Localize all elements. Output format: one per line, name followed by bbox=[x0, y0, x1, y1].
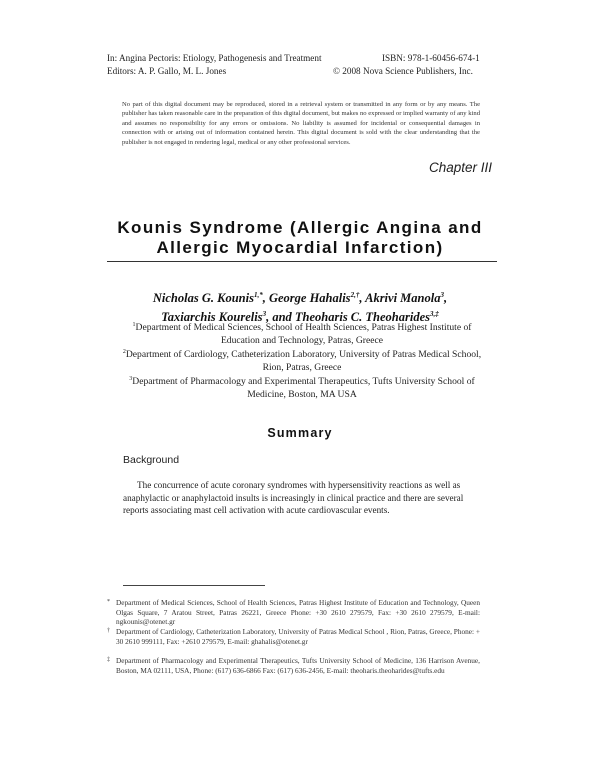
affiliation-3 bbox=[112, 373, 492, 402]
author-name: Taxiarchis Kourelis bbox=[161, 310, 263, 325]
chapter-label: Chapter III bbox=[428, 160, 492, 175]
author-separator: , bbox=[262, 291, 269, 306]
affiliation-1 bbox=[112, 319, 492, 348]
author-name: Nicholas G. Kounis bbox=[152, 291, 254, 306]
author-name: Akrivi Manola bbox=[365, 291, 441, 306]
author-separator: , bbox=[443, 291, 448, 306]
author-affiliation-marker: 3,‡ bbox=[429, 310, 439, 319]
background-paragraph: The concurrence of acute coronary syndromes with hypersensitivity reactions as well as anaphylactic or anaphylactoid insults is increasingly in clinical practice and there are several reports associating mast cell activation with acute cardiovascular events. bbox=[123, 480, 464, 516]
footnote-text: Department of Medical Sciences, School of Health Sciences, Patras Highest Institute of Education and Technology, Queen Olgas Square, 7 Aratou Street, Patras 26221, Greece Phone: +30 2610 279579, Fax: +30 2610 279579, E-mail: ngkounis@otenet.gr bbox=[116, 598, 480, 627]
footnote-mark: * bbox=[107, 599, 110, 605]
author-affiliation-marker: 2,† bbox=[350, 291, 360, 299]
affiliation-2 bbox=[112, 346, 492, 375]
author-separator: , bbox=[359, 291, 366, 306]
author-separator: , and bbox=[266, 310, 295, 325]
header-book-title: In: Angina Pectoris: Etiology, Pathogenesis and Treatment bbox=[107, 53, 322, 63]
footnote-mark: † bbox=[107, 628, 110, 634]
header-copyright: © 2008 Nova Science Publishers, Inc. bbox=[333, 66, 473, 76]
affiliation-number: 1 bbox=[132, 322, 136, 328]
footnote-text: Department of Cardiology, Catheterization Laboratory, University of Patras Medical School , Rion, Patras, Greece, Phone: + 30 2610 999111, Fax: +2610 279579, E-mail: ghahalis@otenet.gr bbox=[116, 627, 480, 646]
chapter-title-line1: Kounis Syndrome (Allergic Angina and bbox=[117, 218, 483, 237]
affiliation-text: Department of Medical Sciences, School of Health Sciences, Patras Highest Institute of Education and Technology, Patras, Greece bbox=[135, 322, 472, 347]
header-isbn: ISBN: 978-1-60456-674-1 bbox=[382, 53, 480, 63]
affiliation-text: Department of Pharmacology and Experimental Therapeutics, Tufts University School of Medicine, Boston, MA USA bbox=[132, 376, 475, 401]
chapter-title-line2: Allergic Myocardial Infarction) bbox=[156, 238, 444, 257]
header-editors: Editors: A. P. Gallo, M. L. Jones bbox=[107, 66, 227, 76]
footnote-text: Department of Pharmacology and Experimental Therapeutics, Tufts University School of Medicine, 136 Harrison Avenue, Boston, MA 02111, USA, Phone: (617) 636-6866 Fax: (617) 636-2456, E-mail: theoharis.theoharides@tufts.edu bbox=[116, 656, 480, 675]
affiliation-number: 2 bbox=[122, 349, 126, 355]
chapter-title bbox=[100, 218, 500, 258]
author-name: George Hahalis bbox=[268, 291, 351, 306]
background-heading: Background bbox=[123, 454, 180, 466]
footnote-mark: ‡ bbox=[107, 657, 110, 663]
footnote-divider bbox=[123, 585, 265, 586]
footnote-1 bbox=[107, 598, 480, 627]
author-affiliation-marker: 1,* bbox=[253, 291, 263, 299]
affiliation-number: 3 bbox=[129, 376, 133, 382]
author-name: Theoharis C. Theoharides bbox=[294, 310, 430, 325]
copyright-disclaimer: No part of this digital document may be reproduced, stored in a retrieval system or transmitted in any form or by any means. The publisher has taken reasonable care in the preparation of this digital document, but makes no expressed or implied warranty of any kind and assumes no responsibility for any errors or omissions. No liability is assumed for incidental or consequential damages in connection with or arising out of information contained herein. This digital document is sold with the clear understanding that the publisher is not engaged in rendering legal, medical or any other professional services. bbox=[122, 101, 480, 146]
footnote-2 bbox=[107, 627, 480, 646]
footnote-3 bbox=[107, 656, 480, 675]
author-affiliation-marker: 3 bbox=[262, 310, 267, 319]
summary-heading: Summary bbox=[267, 426, 333, 440]
author-affiliation-marker: 3 bbox=[440, 291, 444, 299]
title-divider bbox=[107, 261, 497, 262]
affiliation-text: Department of Cardiology, Catheterization Laboratory, University of Patras Medical School, Rion, Patras, Greece bbox=[125, 349, 482, 374]
